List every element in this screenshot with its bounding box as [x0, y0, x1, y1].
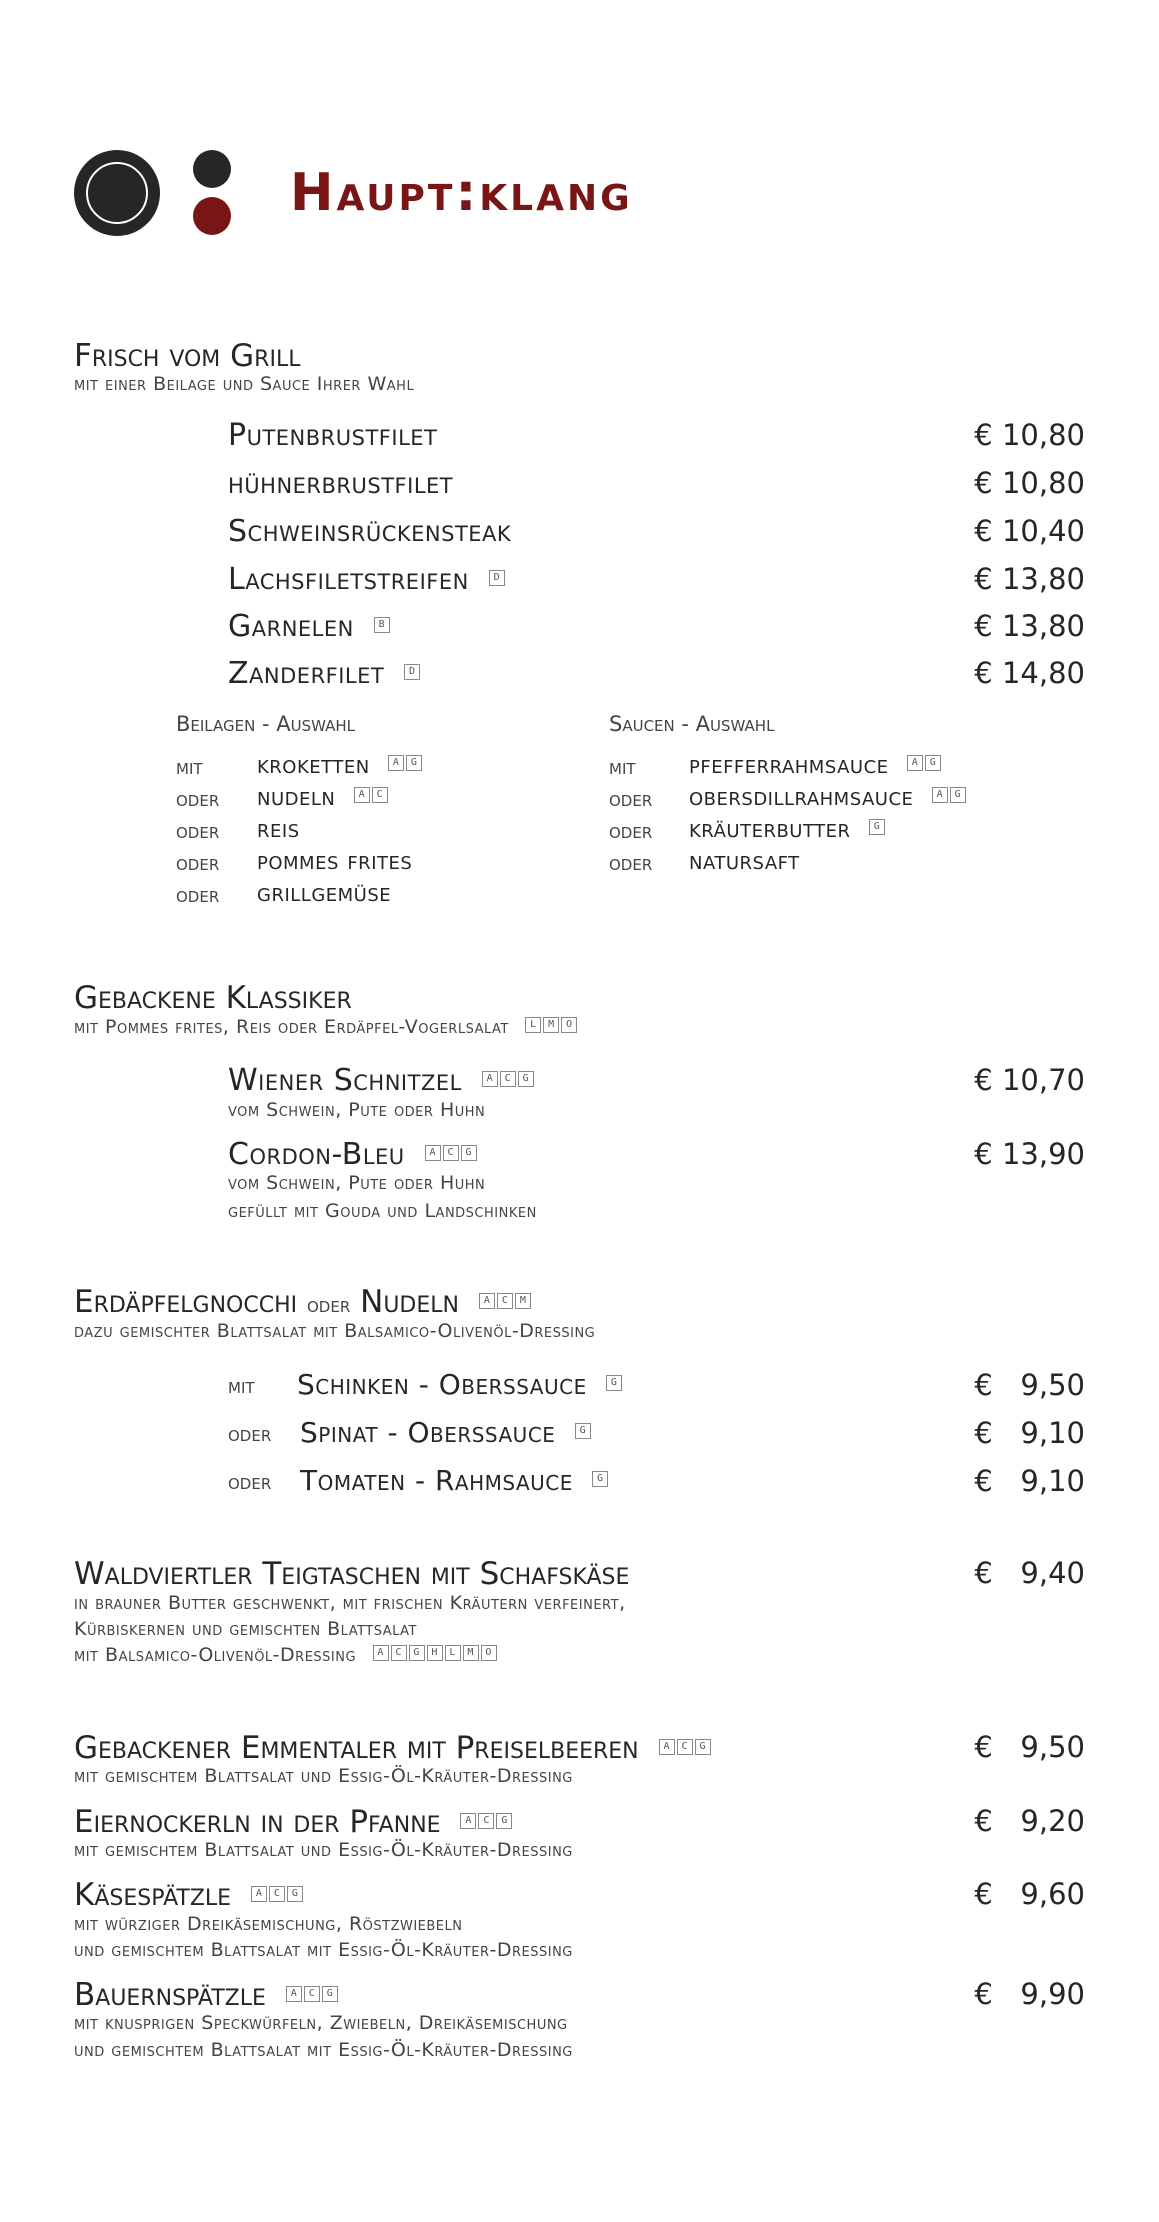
section-subtitle-klassiker: mit Pommes frites, Reis oder Erdäpfel-Vogerlsalat L M O	[74, 1016, 577, 1038]
allergen-code: D	[489, 570, 505, 586]
menu-item-name: Putenbrustfilet	[228, 418, 438, 453]
menu-item	[228, 1137, 477, 1172]
menu-item-name: Spinat - Oberssauce	[300, 1416, 556, 1449]
menu-item	[228, 562, 505, 597]
allergen-code: A	[251, 1886, 267, 1902]
allergen-code: G	[695, 1739, 711, 1755]
menu-item-name: Zanderfilet	[228, 656, 385, 691]
allergen-code: A	[373, 1645, 389, 1661]
section-title-grill: Frisch vom Grill	[74, 338, 301, 374]
allergen-code: M	[543, 1017, 559, 1033]
allergen-code: G	[322, 1986, 338, 2002]
allergen-code: A	[482, 1071, 498, 1087]
allergen-code: G	[406, 755, 422, 771]
allergen-code: G	[869, 819, 885, 835]
menu-item	[228, 656, 420, 691]
allergen-code: A	[479, 1293, 495, 1309]
sauces-title: Saucen - Auswahl	[609, 712, 775, 736]
menu-item	[74, 1877, 303, 1913]
menu-item-price: € 13,80	[974, 562, 1085, 596]
menu-item-price: € 9,50	[974, 1368, 1085, 1402]
option-connector: mit	[176, 755, 203, 779]
logo-dot-dark	[193, 150, 231, 188]
menu-item-name: Garnelen	[228, 609, 354, 644]
side-option: grillgemüse	[257, 878, 392, 907]
allergen-code: C	[677, 1739, 693, 1755]
allergen-code: H	[427, 1645, 443, 1661]
allergen-code: B	[374, 617, 390, 633]
menu-item-price: € 10,80	[974, 466, 1085, 500]
allergen-code: L	[445, 1645, 461, 1661]
allergen-code: G	[287, 1886, 303, 1902]
allergen-code: A	[932, 787, 948, 803]
menu-item-name: Waldviertler Teigtaschen mit Schafskäse	[74, 1556, 630, 1592]
menu-item-desc: in brauner Butter geschwenkt, mit frischen Kräutern verfeinert,	[74, 1592, 626, 1614]
allergen-code: A	[425, 1145, 441, 1161]
allergen-code: A	[286, 1986, 302, 2002]
menu-item-price: € 10,80	[974, 418, 1085, 452]
allergen-code: C	[372, 787, 388, 803]
logo-ring	[74, 150, 160, 236]
menu-item-price: € 14,80	[974, 656, 1085, 690]
menu-item-desc: und gemischtem Blattsalat mit Essig-Öl-Kräuter-Dressing	[74, 1939, 573, 1961]
allergen-code: A	[354, 787, 370, 803]
menu-item-price: € 13,80	[974, 609, 1085, 643]
menu-item-desc: mit würziger Dreikäsemischung, Röstzwiebeln	[74, 1913, 463, 1935]
allergen-code: G	[461, 1145, 477, 1161]
allergen-code: C	[500, 1071, 516, 1087]
allergen-code: G	[496, 1813, 512, 1829]
menu-item-desc: mit knusprigen Speckwürfeln, Zwiebeln, Dreikäsemischung	[74, 2012, 568, 2034]
allergen-code: A	[659, 1739, 675, 1755]
menu-item-desc: mit Balsamico-Olivenöl-Dressing A C G H L M O	[74, 1644, 497, 1666]
menu-item	[74, 1730, 711, 1766]
option-connector: oder	[176, 883, 220, 907]
section-subtitle-gnocchi: dazu gemischter Blattsalat mit Balsamico-Olivenöl-Dressing	[74, 1320, 596, 1342]
menu-item-price: € 9,90	[974, 1977, 1085, 2011]
menu-item-name: Schinken - Oberssauce	[297, 1368, 587, 1401]
allergen-code: A	[460, 1813, 476, 1829]
allergen-code: A	[388, 755, 404, 771]
menu-item-desc: vom Schwein, Pute oder Huhn	[228, 1099, 486, 1121]
option-connector: oder	[609, 851, 653, 875]
allergen-codes	[489, 570, 505, 586]
allergen-code: C	[497, 1293, 513, 1309]
menu-item-name: Wiener Schnitzel	[228, 1063, 462, 1098]
option-connector: oder	[176, 787, 220, 811]
menu-item	[300, 1416, 591, 1449]
menu-item-price: € 10,40	[974, 514, 1085, 548]
allergen-code: G	[925, 755, 941, 771]
menu-item	[300, 1464, 608, 1497]
menu-item-desc: mit gemischtem Blattsalat und Essig-Öl-Kräuter-Dressing	[74, 1839, 573, 1861]
menu-item-name: Eiernockerln in der Pfanne	[74, 1804, 441, 1840]
allergen-code: D	[404, 664, 420, 680]
menu-item	[228, 1063, 534, 1098]
allergen-code: M	[515, 1293, 531, 1309]
menu-item-name: Käsespätzle	[74, 1877, 232, 1913]
allergen-code: G	[950, 787, 966, 803]
side-option: nudeln A C	[257, 782, 388, 811]
menu-item-price: € 9,50	[974, 1730, 1085, 1764]
allergen-code: L	[525, 1017, 541, 1033]
menu-item-desc: vom Schwein, Pute oder Huhn	[228, 1172, 486, 1194]
allergen-code: O	[481, 1645, 497, 1661]
menu-item-price: € 9,60	[974, 1877, 1085, 1911]
menu-item-name: Gebackener Emmentaler mit Preiselbeeren	[74, 1730, 639, 1766]
page-title: Haupt:klang	[290, 163, 633, 223]
menu-item-price: € 13,90	[974, 1137, 1085, 1171]
menu-item-price: € 10,70	[974, 1063, 1085, 1097]
menu-item-price: € 9,10	[974, 1464, 1085, 1498]
option-connector: oder	[228, 1422, 272, 1446]
sides-title: Beilagen - Auswahl	[176, 712, 356, 736]
sauce-option: pfefferrahmsauce A G	[689, 750, 941, 779]
section-title-klassiker: Gebackene Klassiker	[74, 980, 352, 1016]
menu-item-price: € 9,40	[974, 1556, 1085, 1590]
menu-item-name: Bauernspätzle	[74, 1977, 266, 2013]
sauce-option: kräuterbutter G	[689, 814, 885, 843]
menu-item	[74, 1804, 512, 1840]
menu-item-price: € 9,10	[974, 1416, 1085, 1450]
allergen-code: A	[907, 755, 923, 771]
option-connector: oder	[609, 819, 653, 843]
option-connector: oder	[228, 1470, 272, 1494]
menu-item-desc: mit gemischtem Blattsalat und Essig-Öl-Kräuter-Dressing	[74, 1765, 573, 1787]
allergen-code: G	[518, 1071, 534, 1087]
allergen-code: C	[269, 1886, 285, 1902]
menu-item-price: € 9,20	[974, 1804, 1085, 1838]
option-connector: oder	[176, 851, 220, 875]
menu-item-name: Cordon-Bleu	[228, 1137, 405, 1172]
logo-dot-red	[193, 197, 231, 235]
allergen-code: G	[575, 1423, 591, 1439]
menu-item	[297, 1368, 622, 1401]
section-subtitle-grill: mit einer Beilage und Sauce Ihrer Wahl	[74, 373, 415, 395]
allergen-codes	[374, 617, 390, 633]
menu-item-name: Schweinsrückensteak	[228, 514, 512, 549]
option-connector: oder	[609, 787, 653, 811]
allergen-code: M	[463, 1645, 479, 1661]
allergen-code: O	[561, 1017, 577, 1033]
menu-item-name: Tomaten - Rahmsauce	[300, 1464, 573, 1497]
menu-item-desc: gefüllt mit Gouda und Landschinken	[228, 1200, 537, 1222]
menu-item-name: Lachsfiletstreifen	[228, 562, 469, 597]
side-option: reis	[257, 814, 300, 843]
allergen-code: C	[478, 1813, 494, 1829]
allergen-codes	[404, 664, 420, 680]
allergen-code: G	[592, 1471, 608, 1487]
side-option: pommes frites	[257, 846, 413, 875]
allergen-code: C	[443, 1145, 459, 1161]
option-connector: mit	[609, 755, 636, 779]
sauce-option: obersdillrahmsauce A G	[689, 782, 966, 811]
menu-item-desc: und gemischtem Blattsalat mit Essig-Öl-Kräuter-Dressing	[74, 2039, 573, 2061]
option-connector: mit	[228, 1374, 255, 1398]
allergen-code: G	[606, 1375, 622, 1391]
section-title-gnocchi: Erdäpfelgnocchi oder Nudeln A C M	[74, 1284, 531, 1320]
sauce-option: natursaft	[689, 846, 800, 875]
allergen-code: C	[304, 1986, 320, 2002]
option-connector: oder	[176, 819, 220, 843]
allergen-code: G	[409, 1645, 425, 1661]
menu-item	[74, 1977, 338, 2013]
menu-item	[228, 609, 390, 644]
menu-item-name: hühnerbrustfilet	[228, 466, 454, 501]
side-option: kroketten A G	[257, 750, 422, 779]
menu-item-desc: Kürbiskernen und gemischten Blattsalat	[74, 1618, 418, 1640]
allergen-code: C	[391, 1645, 407, 1661]
